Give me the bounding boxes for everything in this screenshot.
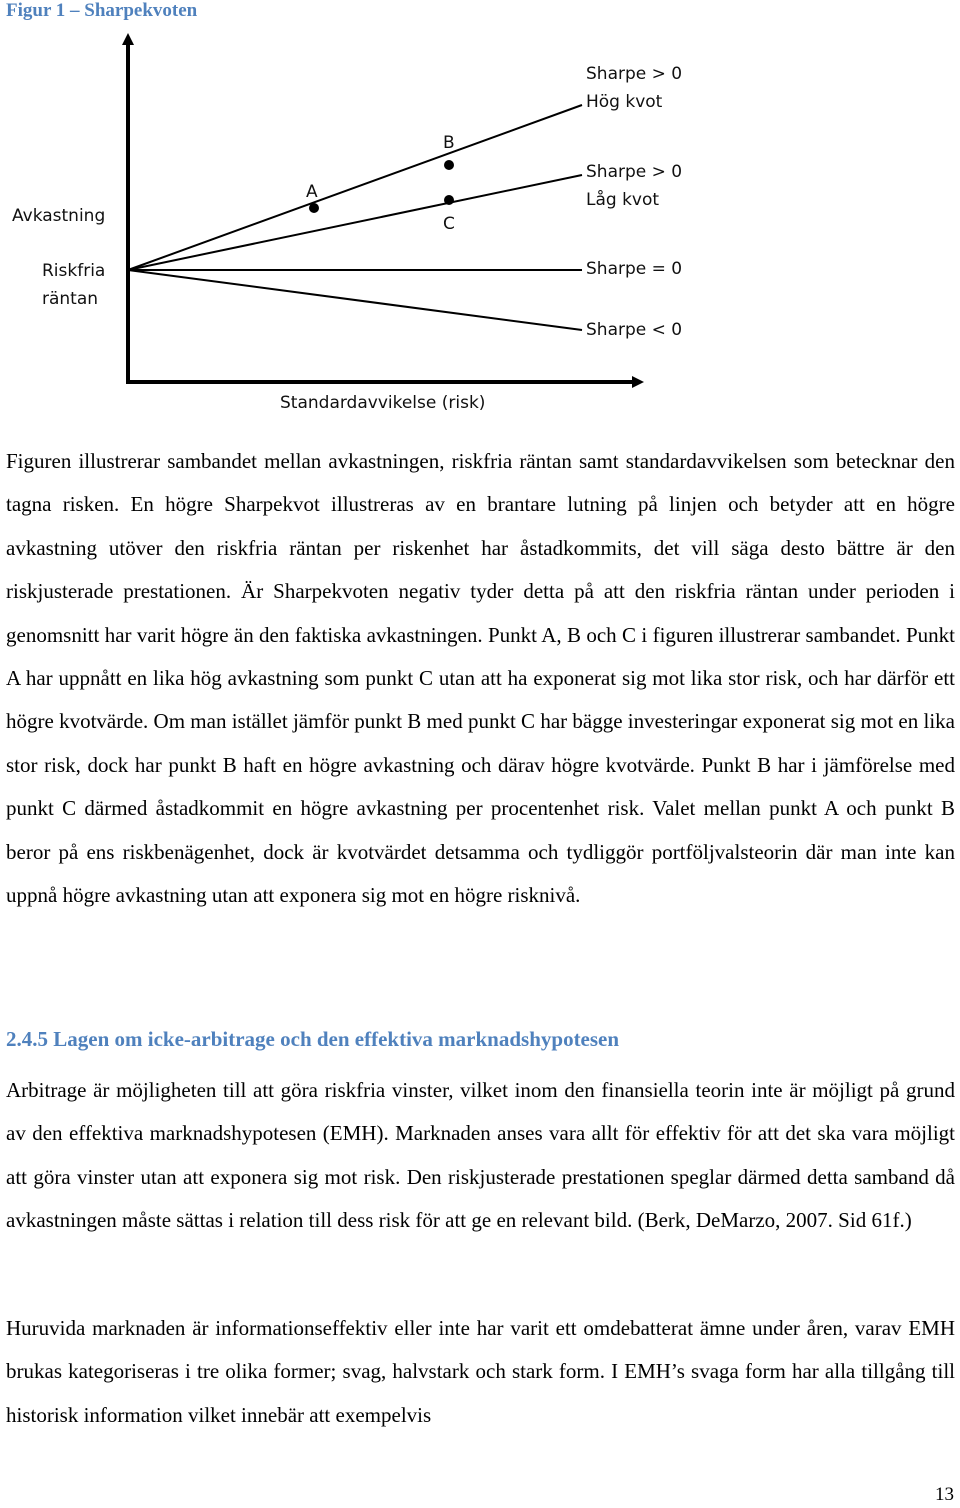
y-axis-label: Avkastning <box>12 206 106 226</box>
paragraph-arbitrage: Arbitrage är möjligheten till att göra riskfria vinster, vilket inom den finansiella teorin inte är möjligt på grund av den effektiva marknadshypotesen (EMH). Marknaden anses vara allt för effektiv för att det ska vara möjligt att göra vinster utan att exponera sig mot risk. Den riskjusterade prestationen speglar därmed detta samband då avkastningen måste sättas i relation till dess risk för att ge en relevant bild. (Berk, DeMarzo, 2007. Sid 61f.) <box>6 1078 955 1233</box>
x-axis-label: Standardavvikelse (risk) <box>280 393 486 413</box>
line-label-high-1: Sharpe > 0 <box>586 64 683 84</box>
point-b <box>444 160 454 170</box>
point-c <box>444 195 454 205</box>
line-sharpe-high <box>128 105 582 270</box>
point-c-label: C <box>443 214 455 234</box>
figure-caption: Figur 1 – Sharpekvoten <box>6 0 198 21</box>
line-sharpe-low <box>128 175 582 270</box>
riskfree-label-2: räntan <box>42 289 99 309</box>
page-number: 13 <box>935 1484 954 1505</box>
riskfree-label-1: Riskfria <box>42 261 106 281</box>
line-label-low-1: Sharpe > 0 <box>586 162 683 182</box>
line-label-high-2: Hög kvot <box>586 92 663 112</box>
section-heading: 2.4.5 Lagen om icke-arbitrage och den effektiva marknadshypotesen <box>6 1027 620 1051</box>
paragraph-emh: Huruvida marknaden är informationseffektiv eller inte har varit ett omdebatterat ämne under åren, varav EMH brukas kategoriseras i tre olika former; svag, halvstark och stark form. I EMH’s svaga form har alla tillgång till historisk information vilket innebär att exempelvis <box>6 1316 955 1427</box>
line-label-low-2: Låg kvot <box>586 190 660 210</box>
line-label-negative: Sharpe < 0 <box>586 320 683 340</box>
line-label-zero: Sharpe = 0 <box>586 259 683 279</box>
sharpe-figure <box>0 25 960 425</box>
point-b-label: B <box>443 133 455 153</box>
paragraph-figure-explanation: Figuren illustrerar sambandet mellan avkastningen, riskfria räntan samt standardavvikelsen som betecknar den tagna risken. En högre Sharpekvot illustreras av en brantare lutning på linjen och betyder att en högre avkastning utöver den riskfria räntan per riskenhet har åstadkommits, det vill säga desto bättre är den riskjusterade prestationen. Är Sharpekvoten negativ tyder detta på att den riskfria räntan under perioden i genomsnitt har varit högre än den faktiska avkastningen. Punkt A, B och C i figuren illustrerar sambandet. Punkt A har uppnått en lika hög avkastning som punkt C utan att ha exponerat sig mot lika stor risk, och har därför ett högre kvotvärde. Om man istället jämför punkt B med punkt C har bägge investeringar exponerat sig mot en lika stor risk, dock har punkt B haft en högre avkastning och därav högre kvotvärde. Punkt B har i jämförelse med punkt C därmed åstadkommit en högre avkastning per procentenhet risk. Valet mellan punkt A och punkt B beror på ens riskbenägenhet, dock är kvotvärdet detsamma och tydliggör portföljvalsteorin där man inte kan uppnå högre avkastning utan att exponera sig mot en högre risknivå. <box>6 449 955 908</box>
point-a-label: A <box>306 182 318 202</box>
line-sharpe-negative <box>128 270 582 330</box>
point-a <box>309 203 319 213</box>
